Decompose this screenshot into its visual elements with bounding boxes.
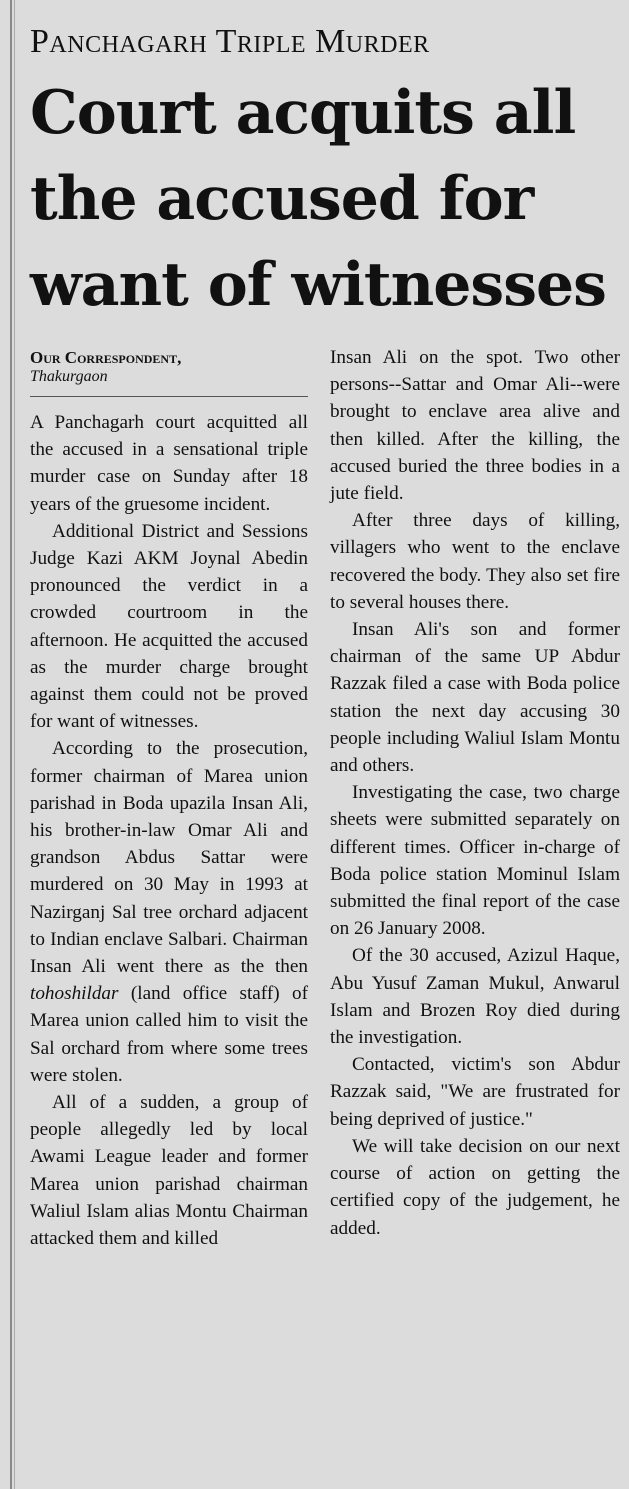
right-column [330, 344, 620, 1252]
paragraph: Insan Ali's son and former chairman of the same UP Abdur Razzak filed a case with Boda police station the next day accusing 30 people including Waliul Islam Montu and others. [330, 619, 620, 777]
paragraph: Insan Ali on the spot. Two other persons--Sattar and Omar Ali--were brought to enclave area alive and then killed. After the killing, the accused buried the three bodies in a jute field. [330, 347, 620, 505]
byline: Our Correspondent, [30, 348, 182, 367]
paragraph: Contacted, victim's son Abdur Razzak said, "We are frustrated for being deprived of justice." [330, 1054, 620, 1130]
paragraph: Additional District and Sessions Judge Kazi AKM Joynal Abedin pronounced the verdict in a crowded courtroom in the afternoon. He acquitted the accused as the murder charge brought against them could not be proved for want of witnesses. [30, 520, 308, 733]
italic-term: tohoshildar [30, 983, 119, 1005]
paragraph: Investigating the case, two charge sheets were submitted separately on different times. Officer in-charge of Boda police station Mominul Islam submitted the final report of the case on 26 January 2008. [330, 782, 620, 940]
paragraph-text: (land office staff) of Marea union called him to visit the Sal orchard from where some trees were stolen. [30, 983, 308, 1086]
headline: Court acquits all the accused for want of witnesses [30, 78, 606, 320]
page-border-rule-inner [14, 0, 15, 1489]
article-columns [30, 344, 620, 1252]
paragraph: All of a sudden, a group of people allegedly led by local Awami League leader and former Marea union parishad chairman Waliul Islam alias Montu Chairman attacked them and killed [30, 1092, 308, 1250]
paragraph: We will take decision on our next course of action on getting the certified copy of the judgement, he added. [330, 1135, 620, 1239]
paragraph: After three days of killing, villagers who went to the enclave recovered the body. They also set fire to several houses there. [330, 510, 620, 613]
page-border-rule [10, 0, 12, 1489]
paragraph: Of the 30 accused, Azizul Haque, Abu Yusuf Zaman Mukul, Anwarul Islam and Brozen Roy died during the investigation. [330, 945, 620, 1049]
paragraph: A Panchagarh court acquitted all the accused in a sensational triple murder case on Sunday after 18 years of the gruesome incident. [30, 412, 308, 515]
news-article [30, 18, 620, 1252]
byline-divider [30, 396, 308, 397]
left-column [30, 344, 308, 1252]
kicker: Panchagarh Triple Murder [30, 23, 430, 60]
paragraph [30, 735, 308, 1089]
paragraph-text: According to the prosecution, former chairman of Marea union parishad in Boda upazila Insan Ali, his brother-in-law Omar Ali and grandson Abdus Sattar were murdered on 30 May in 1993 at Nazirganj Sal tree orchard adjacent to Indian enclave Salbari. Chairman Insan Ali went there as the then [30, 738, 308, 978]
dateline: Thakurgaon [30, 368, 108, 385]
